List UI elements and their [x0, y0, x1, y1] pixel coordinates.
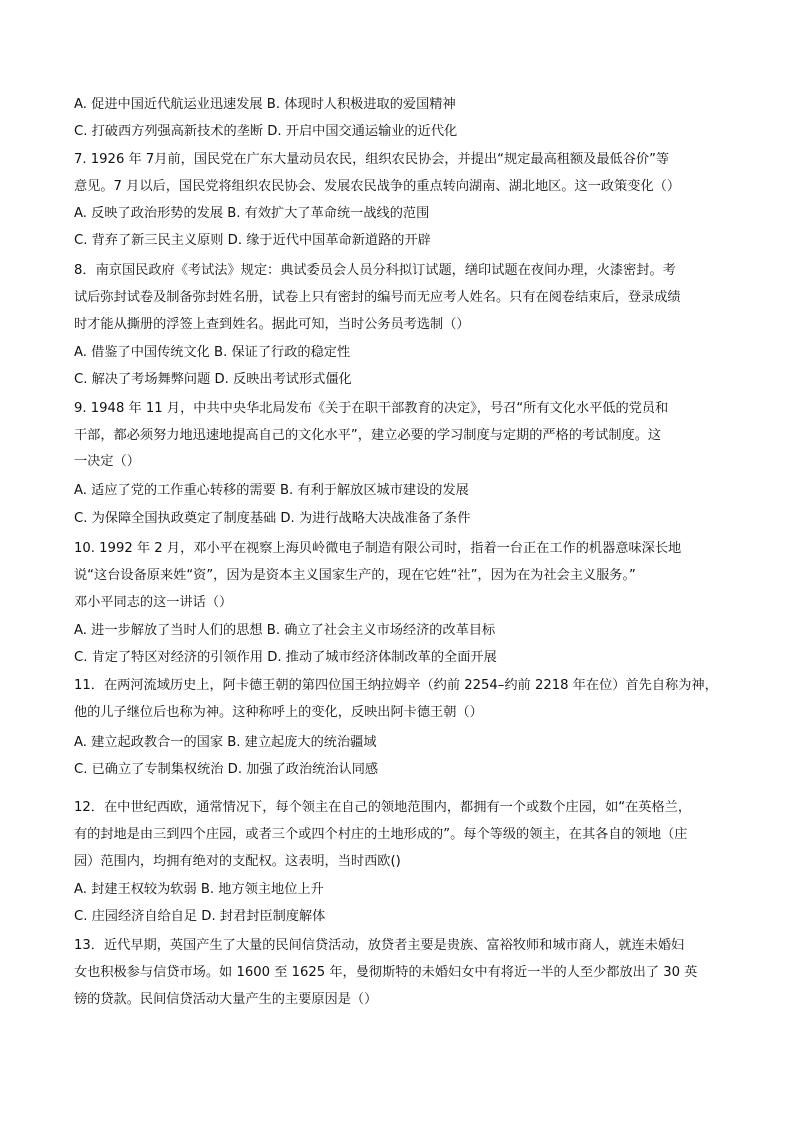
text-line: 9. 1948 年 11 月，中共中央华北局发布《关于在职干部教育的决定》，号召“所有文化水平低的党员和	[74, 401, 669, 416]
text-line: C. 已确立了专制集权统治 D. 加强了政治统治认同感	[74, 762, 379, 777]
text-line: A. 进一步解放了当时人们的思想 B. 确立了社会主义市场经济的改革目标	[74, 623, 496, 638]
text-line: 园）范围内，均拥有绝对的支配权。这表明，当时西欧()	[74, 854, 401, 869]
text-line: C. 背弃了新三民主义原则 D. 缘于近代中国革命新道路的开辟	[74, 233, 431, 248]
text-line: 12．在中世纪西欧，通常情况下，每个领主在自己的领地范围内，都拥有一个或数个庄园，如“在英格兰，	[74, 800, 692, 815]
text-line: A. 反映了政治形势的发展 B. 有效扩大了革命统一战线的范围	[74, 206, 430, 221]
text-line: 一决定（）	[74, 454, 140, 469]
text-line: 11．在两河流域历史上，阿卡德王朝的第四位国王纳拉姆辛（约前 2254–约前 2218 年在位）首先自称为神，	[74, 678, 718, 693]
text-line: 意见。7 月以后，国民党将组织农民协会、发展农民战争的重点转向湖南、湖北地区。这一政策变化（）	[74, 179, 681, 194]
text-line: A. 适应了党的工作重心转移的需要 B. 有利于解放区城市建设的发展	[74, 483, 469, 498]
text-line: 8．南京国民政府《考试法》规定：典试委员会人员分科拟订试题，缮印试题在夜间办理，火漆密封。考	[74, 263, 676, 278]
text-line: A. 封建王权较为软弱 B. 地方领主地位上升	[74, 882, 324, 897]
text-line: 镑的贷款。民间信贷活动大量产生的主要原因是（）	[74, 992, 378, 1007]
text-line: C. 解决了考场舞弊问题 D. 反映出考试形式僵化	[74, 372, 352, 387]
text-line: C. 为保障全国执政奠定了制度基础 D. 为进行战略大决战准备了条件	[74, 511, 471, 526]
text-line: 女也积极参与信贷市场。如 1600 至 1625 年，曼彻斯特的未婚妇女中有将近一半的人至少都放出了 30 英	[74, 965, 698, 980]
text-line: 干部，都必须努力地迅速地提高自己的文化水平”，建立必要的学习制度与定期的严格的考试制度。这	[74, 428, 662, 443]
text-line: 试后弥封试卷及制备弥封姓名册，试卷上只有密封的编号而无应考人姓名。只有在阅卷结束后，登录成绩	[74, 290, 681, 305]
text-line: A. 促进中国近代航运业迅速发展 B. 体现时人积极进取的爱国精神	[74, 97, 456, 112]
text-line: 时才能从撕册的浮签上查到姓名。据此可知，当时公务员考选制（）	[74, 317, 470, 332]
text-line: A. 建立起政教合一的国家 B. 建立起庞大的统治疆域	[74, 735, 377, 750]
text-line: 他的儿子继位后也称为神。这种称呼上的变化，反映出阿卡德王朝（）	[74, 705, 483, 720]
text-line: 说“这台设备原来姓“资”，因为是资本主义国家生产的，现在它姓“社”，因为在为社会主义服务。”	[74, 568, 636, 583]
text-line: C. 庄园经济自给自足 D. 封君封臣制度解体	[74, 909, 326, 924]
text-line: 13．近代早期，英国产生了大量的民间信贷活动，放贷者主要是贵族、富裕牧师和城市商人，就连未婚妇	[74, 938, 685, 953]
text-line: A. 借鉴了中国传统文化 B. 保证了行政的稳定性	[74, 345, 351, 360]
text-line: 有的封地是由三到四个庄园，或者三个或四个村庄的土地形成的”。每个等级的领主，在其各自的领地（庄	[74, 827, 688, 842]
text-line: C. 肯定了特区对经济的引领作用 D. 推动了城市经济体制改革的全面开展	[74, 650, 497, 665]
text-line: 10. 1992 年 2 月，邓小平在视察上海贝岭微电子制造有限公司时，指着一台正在工作的机器意味深长地	[74, 541, 682, 556]
text-line: 7. 1926 年 7月前，国民党在广东大量动员农民，组织农民协会，并提出“规定最高租额及最低谷价”等	[74, 152, 670, 167]
text-line: C. 打破西方列强高新技术的垄断 D. 开启中国交通运输业的近代化	[74, 124, 458, 139]
text-line: 邓小平同志的这一讲话（）	[74, 595, 233, 610]
